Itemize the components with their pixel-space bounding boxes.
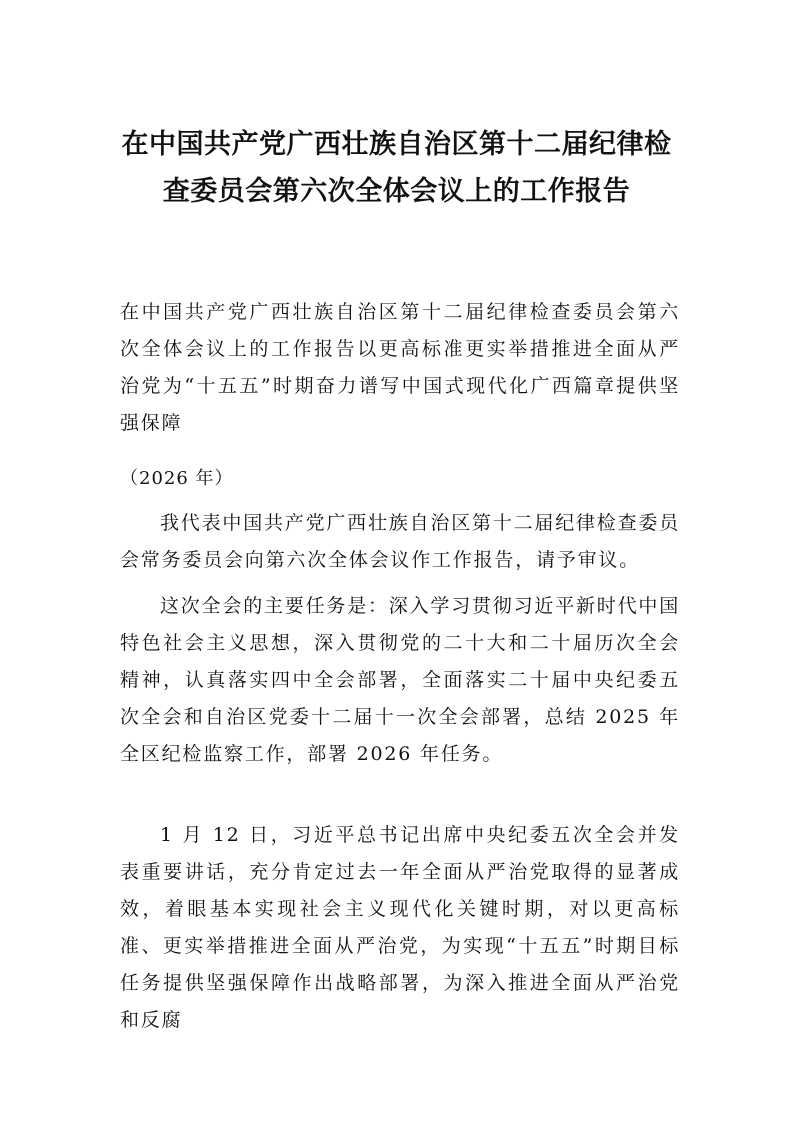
document-subtitle: 在中国共产党广西壮族自治区第十二届纪律检查委员会第六次全体会议上的工作报告以更高标准更实举措推进全面从严治党为“十五五”时期奋力谱写中国式现代化广西篇章提供坚强保障 xyxy=(120,301,680,434)
document-title: 在中国共产党广西壮族自治区第十二届纪律检查委员会第六次全体会议上的工作报告 xyxy=(121,129,672,207)
document-year: （2026 年） xyxy=(120,468,234,489)
paragraph-2: 这次全会的主要任务是：深入学习贯彻习近平新时代中国特色社会主义思想，深入贯彻党的二十大和二十届历次全会精神，认真落实四中全会部署，全面落实二十届中央纪委五次全会和自治区党委十二届十一次全会部署，总结 2025 年全区纪检监察工作，部署 2026 年任务。 xyxy=(120,595,681,765)
paragraph-1: 我代表中国共产党广西壮族自治区第十二届纪律检查委员会常务委员会向第六次全体会议作工作报告，请予审议。 xyxy=(120,512,681,571)
paragraph-3: 1 月 12 日，习近平总书记出席中央纪委五次全会并发表重要讲话，充分肯定过去一年全面从严治党取得的显著成效，着眼基本实现社会主义现代化关键时期，对以更高标准、更实举措推进全面从严治党，为实现“十五五”时期目标任务提供坚强保障作出战略部署，为深入推进全面从严治党和反腐 xyxy=(120,824,680,1031)
